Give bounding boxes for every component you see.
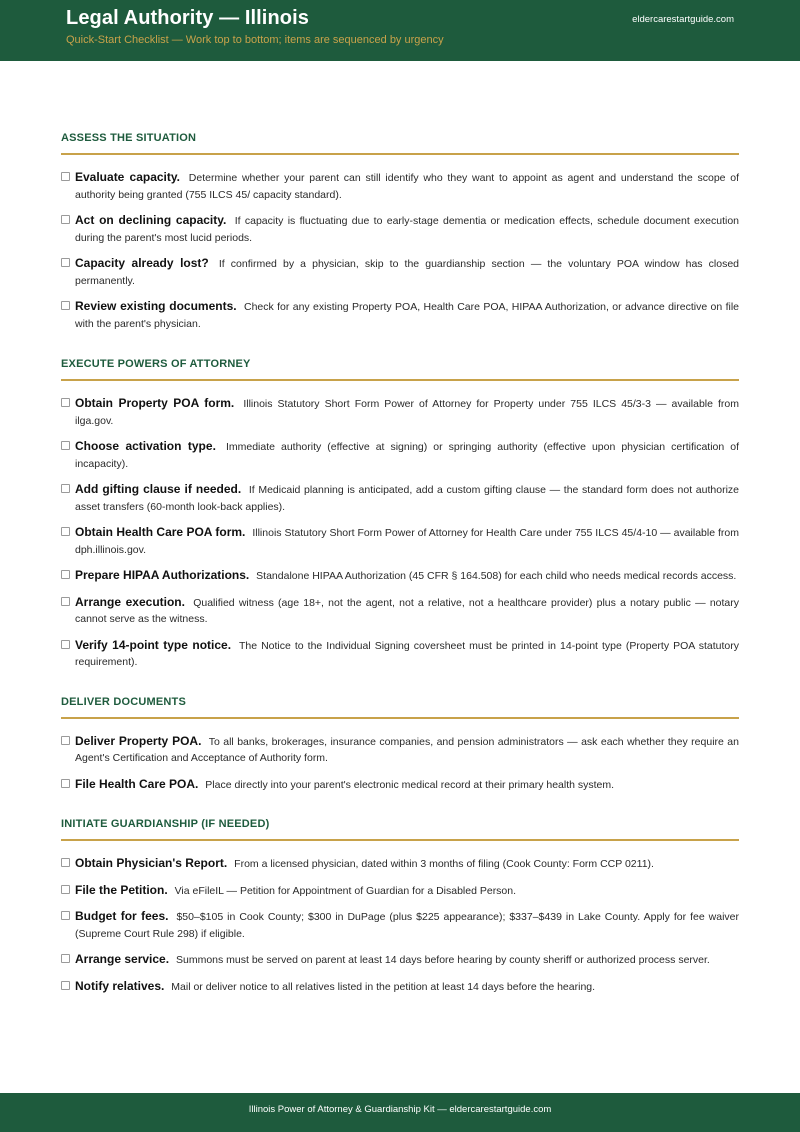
checklist-items [61, 395, 739, 671]
checklist-item [61, 212, 739, 246]
checklist-item [61, 733, 739, 767]
page-subtitle: Quick-Start Checklist — Work top to bottom; items are sequenced by urgency [66, 34, 444, 46]
checkbox[interactable] [61, 441, 70, 450]
item-body: Summons must be served on parent at least 14 days before hearing by county sheriff or authorized process server. [175, 954, 710, 966]
item-description [75, 855, 739, 873]
checklist-section [61, 132, 739, 332]
checklist-item [61, 908, 739, 942]
checkbox[interactable] [61, 885, 70, 894]
item-body: To all banks, brokerages, insurance companies, and pension administrators — ask each whether they require an Agent's Certification and Acceptance of Authority form. [75, 735, 739, 764]
item-description [75, 212, 739, 246]
item-description [75, 169, 739, 203]
item-body: Determine whether your parent can still identify who they want to appoint as agent and understand the scope of authority being granted (755 ILCS 45/ capacity standard). [75, 172, 740, 201]
checklist-item [61, 951, 739, 969]
page-footer [0, 1093, 800, 1132]
checkbox[interactable] [61, 736, 70, 745]
checkbox[interactable] [61, 570, 70, 579]
item-body: If Medicaid planning is anticipated, add a custom gifting clause — the standard form does not authorize asset transfers (60-month look-back applies). [75, 484, 739, 513]
checklist-item [61, 438, 739, 472]
item-title: Evaluate capacity. [75, 170, 181, 184]
checkbox[interactable] [61, 640, 70, 649]
item-description [75, 298, 739, 332]
checkbox[interactable] [61, 779, 70, 788]
section-title: EXECUTE POWERS OF ATTORNEY [61, 358, 739, 381]
item-description [75, 733, 739, 767]
item-body: Mail or deliver notice to all relatives listed in the petition at least 14 days before the hearing. [171, 980, 596, 993]
checklist-item [61, 882, 739, 900]
checklist-item [61, 524, 739, 558]
item-title: Arrange service. [75, 952, 170, 966]
checklist-items [61, 169, 739, 332]
item-title: Add gifting clause if needed. [75, 482, 242, 496]
checklist-item [61, 594, 739, 628]
checkbox[interactable] [61, 301, 70, 310]
item-body: $50–$105 in Cook County; $300 in DuPage (plus $225 appearance); $337–$439 in Lake County. Apply for fee waiver (Supreme Court Rule 298) if eligible. [75, 911, 740, 940]
item-body: If confirmed by a physician, skip to the guardianship section — the voluntary POA window has closed permanently. [75, 258, 740, 287]
item-body: Qualified witness (age 18+, not the agent, not a relative, not a healthcare provider) plus a notary public — notary cannot serve as the witness. [75, 596, 740, 625]
checklist-items [61, 855, 739, 995]
item-description [75, 567, 739, 585]
checklist-content [61, 132, 739, 1004]
item-body: Via eFileIL — Petition for Appointment of Guardian for a Disabled Person. [174, 884, 517, 897]
section-title: ASSESS THE SITUATION [61, 132, 739, 155]
footer-text: Illinois Power of Attorney & Guardianship Kit — eldercarestartguide.com [248, 1104, 552, 1115]
section-title: INITIATE GUARDIANSHIP (IF NEEDED) [61, 818, 739, 841]
checkbox[interactable] [61, 597, 70, 606]
item-title: Budget for fees. [75, 909, 169, 923]
checklist-item [61, 169, 739, 203]
checkbox[interactable] [61, 258, 70, 267]
checkbox[interactable] [61, 172, 70, 181]
item-description [75, 637, 739, 671]
item-title: Capacity already lost? [75, 256, 209, 270]
checklist-item [61, 298, 739, 332]
checklist-item [61, 637, 739, 671]
item-description [75, 978, 739, 996]
checkbox[interactable] [61, 527, 70, 536]
checklist-item [61, 776, 739, 794]
checkbox[interactable] [61, 398, 70, 407]
checklist-item [61, 395, 739, 429]
checklist-section [61, 358, 739, 671]
item-title: Deliver Property POA. [75, 733, 202, 748]
item-body: Place directly into your parent's electronic medical record at their primary health system. [205, 778, 615, 791]
item-body: From a licensed physician, dated within 3 months of filing (Cook County: Form CCP 0211). [234, 858, 654, 870]
item-body: Illinois Statutory Short Form Power of Attorney for Health Care under 755 ILCS 45/4-10 — available from dph.illinois.gov. [75, 527, 740, 556]
item-description [75, 255, 739, 289]
site-name: eldercarestartguide.com [632, 14, 734, 25]
item-title: Obtain Property POA form. [75, 396, 235, 410]
item-title: File Health Care POA. [75, 776, 199, 791]
item-description [75, 438, 739, 472]
item-description [75, 594, 739, 628]
item-title: File the Petition. [75, 882, 168, 897]
checklist-item [61, 255, 739, 289]
page-title: Legal Authority — Illinois [66, 7, 309, 29]
item-body: Standalone HIPAA Authorization (45 CFR § 164.508) for each child who needs medical records access. [256, 570, 737, 582]
item-body: The Notice to the Individual Signing coversheet must be printed in 14-point type (Property POA statutory requirement). [75, 639, 740, 668]
checklist-section [61, 818, 739, 995]
checklist-item [61, 855, 739, 873]
section-title: DELIVER DOCUMENTS [61, 696, 739, 719]
item-description [75, 524, 739, 558]
item-description [75, 882, 739, 900]
checkbox[interactable] [61, 484, 70, 493]
item-description [75, 951, 739, 969]
checklist-item [61, 978, 739, 996]
checkbox[interactable] [61, 858, 70, 867]
checklist-items [61, 733, 739, 794]
item-description [75, 776, 739, 794]
item-title: Obtain Physician's Report. [75, 856, 228, 870]
item-title: Arrange execution. [75, 594, 185, 609]
page-header [0, 0, 800, 61]
checkbox[interactable] [61, 981, 70, 990]
checklist-item [61, 481, 739, 515]
checklist-item [61, 567, 739, 585]
item-title: Obtain Health Care POA form. [75, 525, 246, 539]
item-title: Act on declining capacity. [75, 213, 227, 227]
checklist-section [61, 696, 739, 794]
item-title: Verify 14-point type notice. [75, 637, 232, 652]
checkbox[interactable] [61, 954, 70, 963]
item-body: Check for any existing Property POA, Health Care POA, HIPAA Authorization, or advance directive on file with the parent's physician. [75, 301, 739, 330]
item-body: Illinois Statutory Short Form Power of Attorney for Property under 755 ILCS 45/3-3 — available from ilga.gov. [75, 398, 740, 427]
item-body: Immediate authority (effective at signing) or springing authority (effective upon physician certification of incapacity). [75, 441, 740, 470]
checkbox[interactable] [61, 215, 70, 224]
item-description [75, 395, 739, 429]
item-title: Notify relatives. [75, 978, 165, 993]
item-description [75, 908, 739, 942]
item-title: Choose activation type. [75, 439, 216, 453]
item-body: If capacity is fluctuating due to early-stage dementia or medication effects, schedule document execution during the parent's most lucid periods. [75, 215, 740, 244]
item-title: Prepare HIPAA Authorizations. [75, 568, 250, 582]
item-title: Review existing documents. [75, 299, 237, 313]
checkbox[interactable] [61, 911, 70, 920]
item-description [75, 481, 739, 515]
